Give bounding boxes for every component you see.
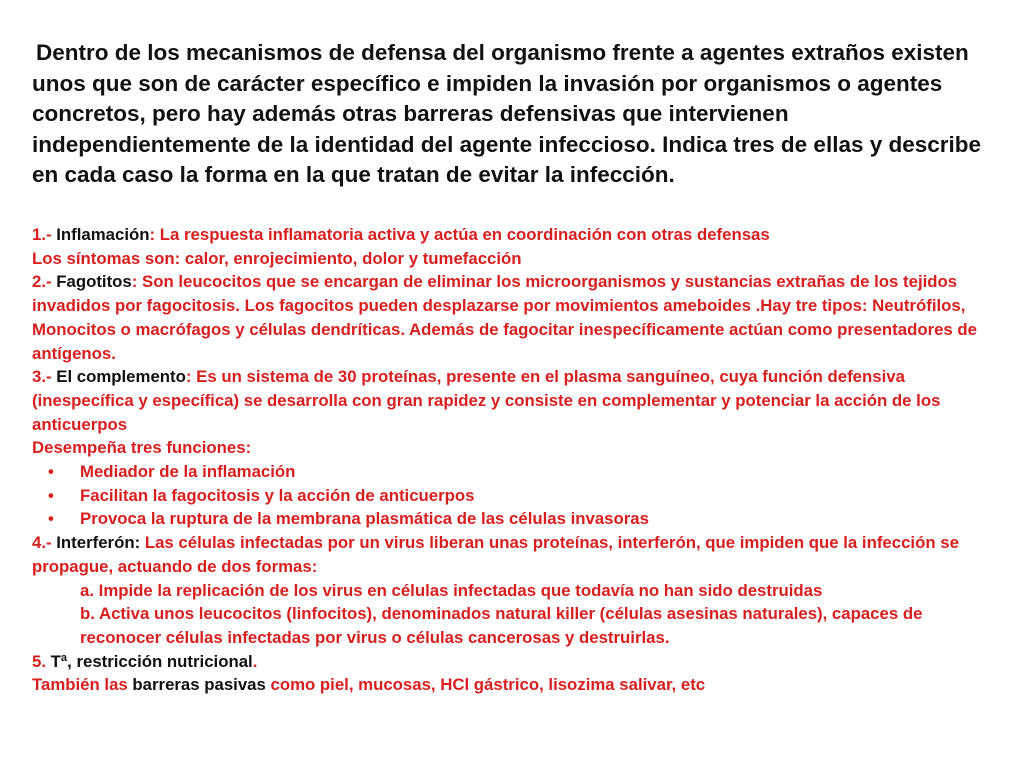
answer-1-number: 1.- [32,225,57,244]
answer-2-text: Son leucocitos que se encargan de eliminar los microorganismos y sustancias extrañas de los tejidos invadidos por fagocitosis. Los fagocitos pueden desplazarse por movimientos ameboides .Hay tre tipos: Neutrófilos, Monocitos o macrófagos y células dendríticas. Además de fagocitar inespecíficamente actúan como presentadores de antígenos. [32,272,978,363]
bullet-text: Provoca la ruptura de la membrana plasmática de las células invasoras [80,509,649,529]
answer-4-number: 4.- [32,533,57,553]
answer-1-symptoms: Los síntomas son: calor, enrojecimiento, dolor y tumefacción [32,248,522,268]
answer-1 [32,223,992,247]
answer-3 [32,365,992,436]
answer-4-text: Las células infectadas por un virus liberan unas proteínas, interferón, que impiden que la infección se propague, actuando de dos formas: [32,533,959,576]
answer-6-term: barreras pasivas [132,675,266,695]
answer-1-term: Inflamación [56,225,150,244]
answer-2-separator: : [131,272,143,292]
answer-6-text: como piel, mucosas, HCl gástrico, lisozima salivar, etc [265,675,706,695]
bullet-text: Mediador de la inflamación [80,462,296,482]
answer-4-term: Interferón: [56,533,141,553]
bullet-text: Facilitan la fagocitosis y la acción de anticuerpos [80,485,475,505]
answer-3-term: El complemento [56,367,186,387]
question-text: Dentro de los mecanismos de defensa del organismo frente a agentes extraños existen unos que son de carácter específico e impiden la invasión por organismos o agentes concretos, pero hay además otras barreras defensivas que intervienen independientemente de la identidad del agente infeccioso. Indica tres de ellas y describe en cada caso la forma en la que tratan de evitar la infección. [32,40,982,187]
bullet-icon: • [48,462,54,482]
answer-3-separator: : [185,367,197,387]
answer-5-number: 5. [32,651,51,671]
answer-1-separator: : [149,225,160,244]
list-item [32,484,992,508]
answer-2-number: 2.- [32,272,57,292]
answer-6-prefix: También las [32,675,133,695]
answer-5-end: . [252,651,258,671]
answer-5-text: Tª, restricción nutricional [50,651,253,671]
answer-3-functions-title: Desempeña tres funciones: [32,438,252,458]
answer-body [32,223,992,697]
list-item [32,507,992,531]
answer-5 [32,650,992,674]
answer-1-text: La respuesta inflamatoria activa y actúa en coordinación con otras defensas [159,225,770,244]
answer-2 [32,270,992,365]
answer-4-sub-a: a. Impide la replicación de los virus en células infectadas que todavía no han sido destruidas [80,580,823,600]
answer-2-term: Fagotitos [56,272,132,292]
bullet-icon: • [48,485,54,505]
answer-6 [32,673,992,697]
answer-4-sub-b: b. Activa unos leucocitos (linfocitos), denominados natural killer (células asesinas naturales), capaces de reconocer células infectadas por virus o células cancerosas y destruirlas. [80,604,923,647]
answer-4 [32,531,992,578]
bullet-icon: • [48,509,54,529]
list-item [32,460,992,484]
answer-3-text: Es un sistema de 30 proteínas, presente en el plasma sanguíneo, cuya función defensiva (inespecífica y específica) se desarrolla con gran rapidez y consiste en complementar y potenciar la acción de los anticuerpos [32,367,941,434]
answer-3-number: 3.- [32,367,57,387]
